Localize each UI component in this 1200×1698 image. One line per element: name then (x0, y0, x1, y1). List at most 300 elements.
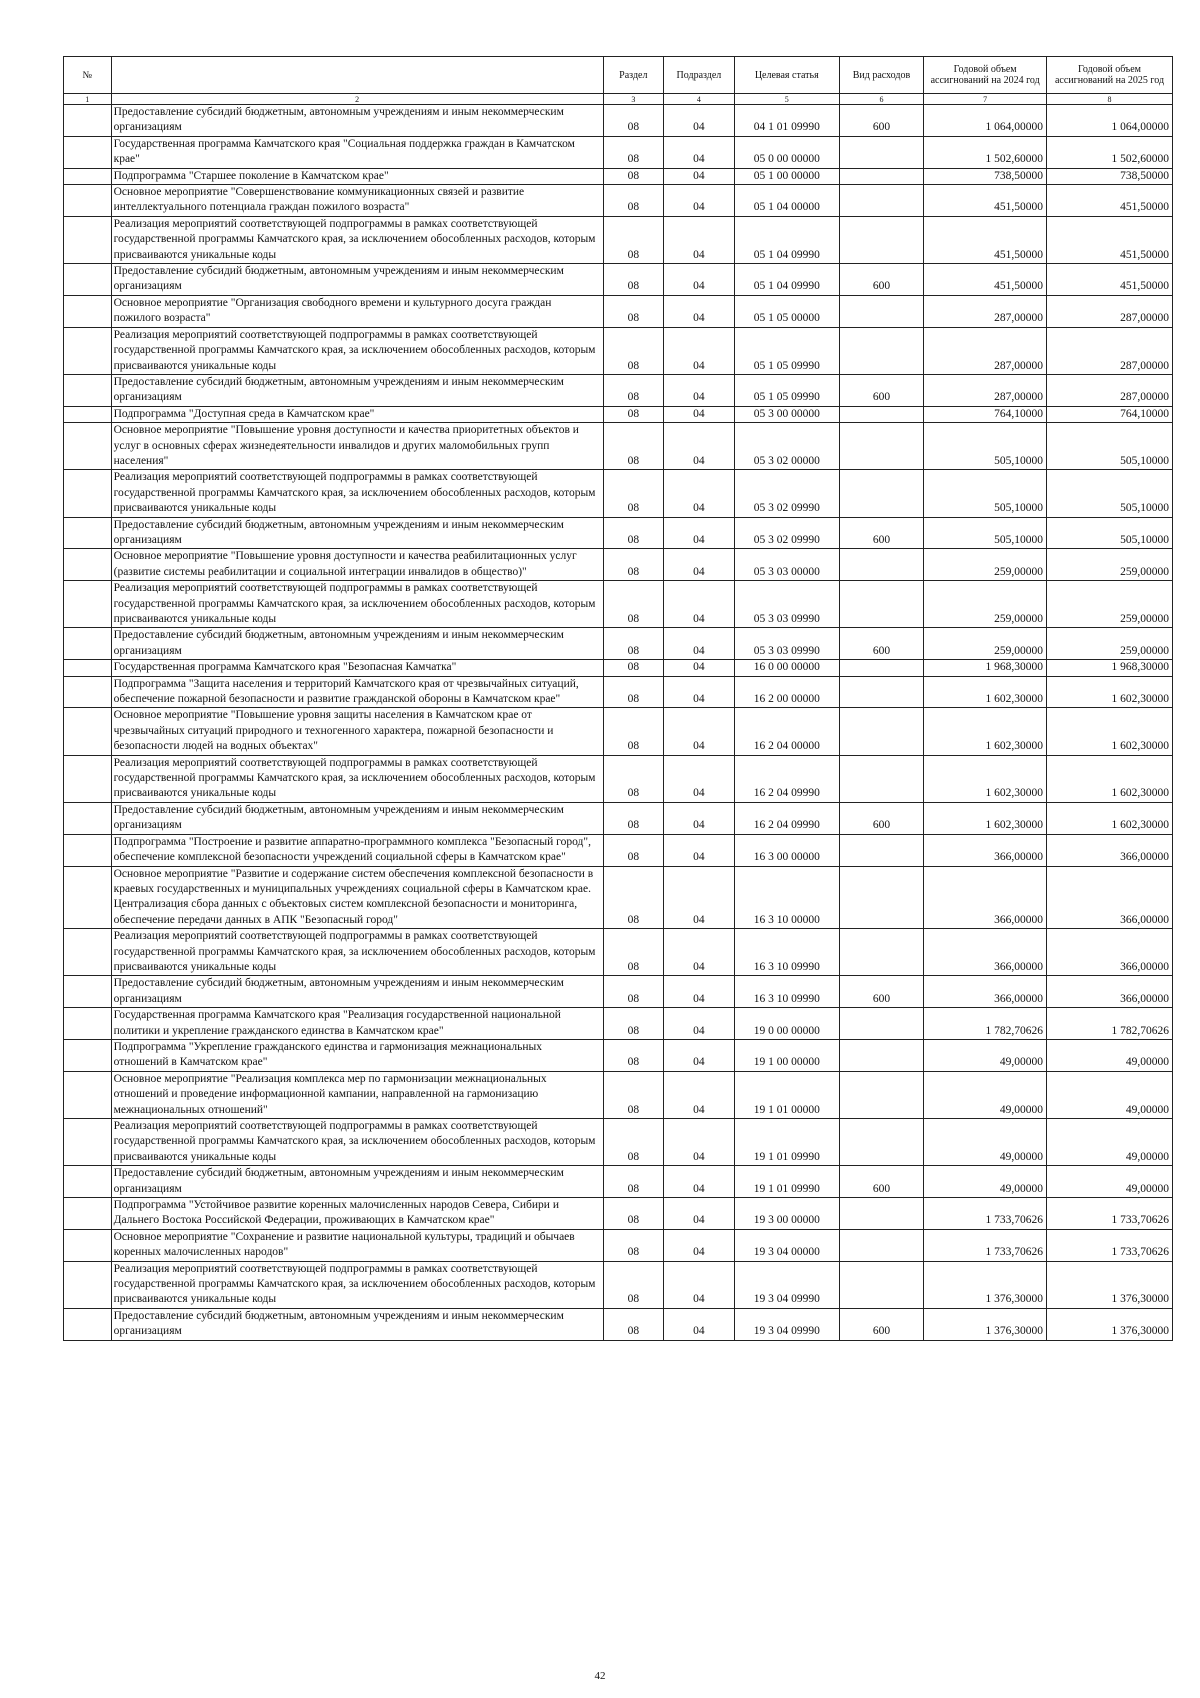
row-vid-cell: 600 (839, 105, 924, 137)
row-2025-cell: 287,00000 (1047, 374, 1173, 406)
row-number-cell (64, 549, 112, 581)
table-row (64, 976, 1173, 1008)
row-podrazdel-cell: 04 (663, 1008, 734, 1040)
row-2025-cell: 505,10000 (1047, 470, 1173, 517)
row-2024-cell: 1 968,30000 (924, 660, 1047, 676)
table-row (64, 676, 1173, 708)
row-razdel-cell: 08 (603, 549, 663, 581)
row-podrazdel-cell: 04 (663, 660, 734, 676)
row-2025-cell: 366,00000 (1047, 976, 1173, 1008)
row-number-cell (64, 834, 112, 866)
row-name-cell: Основное мероприятие "Повышение уровня защиты населения в Камчатском крае от чрезвычайных ситуаций природного и техногенного характера, пожарной безопасности и безопасности людей на водных объектах" (111, 708, 603, 755)
row-razdel-cell: 08 (603, 295, 663, 327)
row-name-cell: Основное мероприятие "Сохранение и развитие национальной культуры, традиций и обычаев коренных малочисленных народов" (111, 1229, 603, 1261)
row-target-cell: 05 3 00 00000 (734, 406, 839, 422)
header-2024: Годовой объем ассигнований на 2024 год (924, 57, 1047, 94)
row-number-cell (64, 660, 112, 676)
row-2025-cell: 1 602,30000 (1047, 755, 1173, 802)
row-2024-cell: 451,50000 (924, 185, 1047, 217)
row-vid-cell (839, 1229, 924, 1261)
row-number-cell (64, 264, 112, 296)
row-target-cell: 16 2 04 09990 (734, 802, 839, 834)
row-number-cell (64, 1039, 112, 1071)
row-razdel-cell: 08 (603, 1166, 663, 1198)
header-2025: Годовой объем ассигнований на 2025 год (1047, 57, 1173, 94)
row-podrazdel-cell: 04 (663, 264, 734, 296)
row-number-cell (64, 423, 112, 470)
table-row (64, 1071, 1173, 1118)
row-podrazdel-cell: 04 (663, 1119, 734, 1166)
table-row (64, 216, 1173, 263)
row-2025-cell: 1 733,70626 (1047, 1198, 1173, 1230)
row-number-cell (64, 628, 112, 660)
column-number: 8 (1047, 94, 1173, 105)
table-row (64, 660, 1173, 676)
row-2025-cell: 49,00000 (1047, 1039, 1173, 1071)
table-row (64, 834, 1173, 866)
table-row (64, 1008, 1173, 1040)
row-2025-cell: 451,50000 (1047, 264, 1173, 296)
row-2024-cell: 1 376,30000 (924, 1261, 1047, 1308)
row-2024-cell: 49,00000 (924, 1166, 1047, 1198)
row-2025-cell: 451,50000 (1047, 185, 1173, 217)
row-vid-cell (839, 755, 924, 802)
row-number-cell (64, 581, 112, 628)
row-2025-cell: 287,00000 (1047, 327, 1173, 374)
row-vid-cell: 600 (839, 1308, 924, 1340)
row-vid-cell (839, 185, 924, 217)
row-2024-cell: 1 376,30000 (924, 1308, 1047, 1340)
row-target-cell: 16 2 04 00000 (734, 708, 839, 755)
row-2024-cell: 451,50000 (924, 264, 1047, 296)
row-2024-cell: 1 733,70626 (924, 1229, 1047, 1261)
row-2025-cell: 738,50000 (1047, 168, 1173, 184)
row-2025-cell: 259,00000 (1047, 628, 1173, 660)
row-name-cell: Предоставление субсидий бюджетным, автономным учреждениям и иным некоммерческим организациям (111, 976, 603, 1008)
table-row (64, 1229, 1173, 1261)
row-number-cell (64, 1229, 112, 1261)
row-name-cell: Подпрограмма "Защита населения и территорий Камчатского края от чрезвычайных ситуаций, обеспечение пожарной безопасности и развитие гражданской обороны в Камчатском крае" (111, 676, 603, 708)
table-row (64, 628, 1173, 660)
table-row (64, 549, 1173, 581)
row-name-cell: Предоставление субсидий бюджетным, автономным учреждениям и иным некоммерческим организациям (111, 374, 603, 406)
row-target-cell: 05 3 02 09990 (734, 470, 839, 517)
row-2025-cell: 1 376,30000 (1047, 1308, 1173, 1340)
row-target-cell: 05 1 05 00000 (734, 295, 839, 327)
row-name-cell: Подпрограмма "Доступная среда в Камчатском крае" (111, 406, 603, 422)
row-name-cell: Подпрограмма "Устойчивое развитие коренных малочисленных народов Севера, Сибири и Дальнего Востока Российской Федерации, проживающих в Камчатском крае" (111, 1198, 603, 1230)
table-row (64, 295, 1173, 327)
row-vid-cell (839, 1008, 924, 1040)
budget-table-sheet (63, 56, 1173, 1341)
row-number-cell (64, 1071, 112, 1118)
row-2025-cell: 1 376,30000 (1047, 1261, 1173, 1308)
row-2024-cell: 1 602,30000 (924, 755, 1047, 802)
column-number: 5 (734, 94, 839, 105)
row-name-cell: Основное мероприятие "Развитие и содержание систем обеспечения комплексной безопасности в краевых государственных и муниципальных учреждениях социальной сферы в Камчатском крае. Централизация сбора данных с объектовых систем комплексной безопасности и мониторинга, обеспечение передачи данных в АПК "Безопасный город" (111, 866, 603, 929)
row-number-cell (64, 866, 112, 929)
row-2024-cell: 738,50000 (924, 168, 1047, 184)
row-vid-cell (839, 1198, 924, 1230)
row-target-cell: 05 3 02 09990 (734, 517, 839, 549)
row-2024-cell: 1 064,00000 (924, 105, 1047, 137)
row-razdel-cell: 08 (603, 264, 663, 296)
row-name-cell: Реализация мероприятий соответствующей подпрограммы в рамках соответствующей государственной программы Камчатского края, за исключением обособленных расходов, которым присваиваются уникальные коды (111, 470, 603, 517)
row-2025-cell: 259,00000 (1047, 549, 1173, 581)
row-number-cell (64, 168, 112, 184)
row-name-cell: Реализация мероприятий соответствующей подпрограммы в рамках соответствующей государственной программы Камчатского края, за исключением обособленных расходов, которым присваиваются уникальные коды (111, 1261, 603, 1308)
table-row (64, 105, 1173, 137)
row-2024-cell: 49,00000 (924, 1039, 1047, 1071)
row-2025-cell: 366,00000 (1047, 834, 1173, 866)
row-podrazdel-cell: 04 (663, 406, 734, 422)
row-podrazdel-cell: 04 (663, 185, 734, 217)
row-razdel-cell: 08 (603, 660, 663, 676)
row-vid-cell (839, 1071, 924, 1118)
row-vid-cell (839, 660, 924, 676)
row-2025-cell: 1 064,00000 (1047, 105, 1173, 137)
row-razdel-cell: 08 (603, 1119, 663, 1166)
row-razdel-cell: 08 (603, 755, 663, 802)
row-razdel-cell: 08 (603, 1308, 663, 1340)
row-target-cell: 05 3 03 09990 (734, 628, 839, 660)
row-number-cell (64, 1198, 112, 1230)
row-podrazdel-cell: 04 (663, 470, 734, 517)
row-number-cell (64, 185, 112, 217)
table-row (64, 929, 1173, 976)
row-vid-cell: 600 (839, 1166, 924, 1198)
row-target-cell: 16 3 10 09990 (734, 929, 839, 976)
row-razdel-cell: 08 (603, 866, 663, 929)
row-name-cell: Основное мероприятие "Совершенствование коммуникационных связей и развитие интеллектуального потенциала граждан пожилого возраста" (111, 185, 603, 217)
row-name-cell: Предоставление субсидий бюджетным, автономным учреждениям и иным некоммерческим организациям (111, 1166, 603, 1198)
row-vid-cell: 600 (839, 374, 924, 406)
header-vid: Вид расходов (839, 57, 924, 94)
row-razdel-cell: 08 (603, 1008, 663, 1040)
budget-table (63, 56, 1173, 1341)
table-row (64, 374, 1173, 406)
row-podrazdel-cell: 04 (663, 866, 734, 929)
row-razdel-cell: 08 (603, 105, 663, 137)
row-podrazdel-cell: 04 (663, 136, 734, 168)
row-podrazdel-cell: 04 (663, 168, 734, 184)
row-target-cell: 19 3 00 00000 (734, 1198, 839, 1230)
header-num: № (64, 57, 112, 94)
row-2024-cell: 1 602,30000 (924, 676, 1047, 708)
row-name-cell: Предоставление субсидий бюджетным, автономным учреждениям и иным некоммерческим организациям (111, 1308, 603, 1340)
row-name-cell: Основное мероприятие "Реализация комплекса мер по гармонизации межнациональных отношений и проведение информационной кампании, направленной на гармонизацию межнациональных отношений" (111, 1071, 603, 1118)
table-row (64, 581, 1173, 628)
row-razdel-cell: 08 (603, 517, 663, 549)
row-2024-cell: 1 733,70626 (924, 1198, 1047, 1230)
row-podrazdel-cell: 04 (663, 1229, 734, 1261)
column-number: 7 (924, 94, 1047, 105)
row-2025-cell: 366,00000 (1047, 929, 1173, 976)
table-row (64, 517, 1173, 549)
table-row (64, 1039, 1173, 1071)
row-vid-cell: 600 (839, 802, 924, 834)
row-razdel-cell: 08 (603, 1261, 663, 1308)
header-row (64, 57, 1173, 94)
row-vid-cell (839, 295, 924, 327)
row-razdel-cell: 08 (603, 168, 663, 184)
row-2024-cell: 1 602,30000 (924, 802, 1047, 834)
row-number-cell (64, 1261, 112, 1308)
row-vid-cell (839, 549, 924, 581)
row-vid-cell (839, 1119, 924, 1166)
row-target-cell: 16 3 00 00000 (734, 834, 839, 866)
column-number: 3 (603, 94, 663, 105)
row-target-cell: 19 1 01 00000 (734, 1071, 839, 1118)
row-2024-cell: 287,00000 (924, 374, 1047, 406)
row-2024-cell: 259,00000 (924, 549, 1047, 581)
row-2024-cell: 505,10000 (924, 517, 1047, 549)
row-vid-cell (839, 676, 924, 708)
row-podrazdel-cell: 04 (663, 549, 734, 581)
row-target-cell: 19 3 04 09990 (734, 1261, 839, 1308)
row-name-cell: Предоставление субсидий бюджетным, автономным учреждениям и иным некоммерческим организациям (111, 105, 603, 137)
table-row (64, 470, 1173, 517)
header-target: Целевая статья (734, 57, 839, 94)
row-vid-cell (839, 1039, 924, 1071)
row-target-cell: 16 3 10 00000 (734, 866, 839, 929)
table-row (64, 1166, 1173, 1198)
row-podrazdel-cell: 04 (663, 1198, 734, 1230)
row-razdel-cell: 08 (603, 628, 663, 660)
row-target-cell: 19 1 01 09990 (734, 1119, 839, 1166)
row-target-cell: 05 1 04 09990 (734, 264, 839, 296)
row-name-cell: Основное мероприятие "Повышение уровня доступности и качества реабилитационных услуг (развитие системы реабилитации и социальной интеграции инвалидов в общество)" (111, 549, 603, 581)
row-razdel-cell: 08 (603, 136, 663, 168)
row-podrazdel-cell: 04 (663, 834, 734, 866)
table-row (64, 1198, 1173, 1230)
row-name-cell: Основное мероприятие "Организация свободного времени и культурного досуга граждан пожилого возраста" (111, 295, 603, 327)
table-row (64, 327, 1173, 374)
row-vid-cell: 600 (839, 628, 924, 660)
row-number-cell (64, 295, 112, 327)
row-razdel-cell: 08 (603, 929, 663, 976)
row-podrazdel-cell: 04 (663, 1308, 734, 1340)
row-name-cell: Предоставление субсидий бюджетным, автономным учреждениям и иным некоммерческим организациям (111, 802, 603, 834)
row-number-cell (64, 1008, 112, 1040)
row-name-cell: Государственная программа Камчатского края "Социальная поддержка граждан в Камчатском крае" (111, 136, 603, 168)
row-vid-cell (839, 168, 924, 184)
row-2024-cell: 764,10000 (924, 406, 1047, 422)
row-podrazdel-cell: 04 (663, 517, 734, 549)
row-2025-cell: 1 733,70626 (1047, 1229, 1173, 1261)
row-number-cell (64, 1308, 112, 1340)
row-podrazdel-cell: 04 (663, 1261, 734, 1308)
row-name-cell: Подпрограмма "Построение и развитие аппаратно-программного комплекса "Безопасный город", обеспечение комплексной безопасности учреждений социальной сферы в Камчатском крае" (111, 834, 603, 866)
row-number-cell (64, 1119, 112, 1166)
table-row (64, 168, 1173, 184)
row-2025-cell: 451,50000 (1047, 216, 1173, 263)
row-2024-cell: 287,00000 (924, 327, 1047, 374)
row-2024-cell: 259,00000 (924, 628, 1047, 660)
table-row (64, 708, 1173, 755)
row-name-cell: Предоставление субсидий бюджетным, автономным учреждениям и иным некоммерческим организациям (111, 517, 603, 549)
table-row (64, 423, 1173, 470)
row-podrazdel-cell: 04 (663, 105, 734, 137)
row-vid-cell (839, 470, 924, 517)
row-2025-cell: 505,10000 (1047, 423, 1173, 470)
row-2024-cell: 366,00000 (924, 976, 1047, 1008)
column-number: 4 (663, 94, 734, 105)
table-row (64, 866, 1173, 929)
row-2024-cell: 505,10000 (924, 470, 1047, 517)
row-2025-cell: 1 968,30000 (1047, 660, 1173, 676)
row-name-cell: Предоставление субсидий бюджетным, автономным учреждениям и иным некоммерческим организациям (111, 628, 603, 660)
row-razdel-cell: 08 (603, 1071, 663, 1118)
row-vid-cell (839, 423, 924, 470)
row-podrazdel-cell: 04 (663, 423, 734, 470)
row-podrazdel-cell: 04 (663, 327, 734, 374)
row-podrazdel-cell: 04 (663, 216, 734, 263)
row-2024-cell: 1 602,30000 (924, 708, 1047, 755)
row-2025-cell: 49,00000 (1047, 1166, 1173, 1198)
table-body (64, 105, 1173, 1341)
row-target-cell: 04 1 01 09990 (734, 105, 839, 137)
row-2025-cell: 366,00000 (1047, 866, 1173, 929)
row-2025-cell: 1 602,30000 (1047, 802, 1173, 834)
row-razdel-cell: 08 (603, 802, 663, 834)
row-target-cell: 16 2 00 00000 (734, 676, 839, 708)
row-razdel-cell: 08 (603, 581, 663, 628)
row-number-cell (64, 976, 112, 1008)
row-2025-cell: 505,10000 (1047, 517, 1173, 549)
row-vid-cell (839, 327, 924, 374)
row-podrazdel-cell: 04 (663, 581, 734, 628)
column-number: 1 (64, 94, 112, 105)
row-2024-cell: 1 502,60000 (924, 136, 1047, 168)
row-razdel-cell: 08 (603, 374, 663, 406)
row-target-cell: 19 3 04 09990 (734, 1308, 839, 1340)
row-podrazdel-cell: 04 (663, 676, 734, 708)
row-2025-cell: 1 502,60000 (1047, 136, 1173, 168)
row-target-cell: 05 1 00 00000 (734, 168, 839, 184)
row-target-cell: 05 1 04 09990 (734, 216, 839, 263)
row-2025-cell: 1 782,70626 (1047, 1008, 1173, 1040)
row-target-cell: 16 2 04 09990 (734, 755, 839, 802)
row-razdel-cell: 08 (603, 406, 663, 422)
row-2024-cell: 259,00000 (924, 581, 1047, 628)
row-2025-cell: 49,00000 (1047, 1071, 1173, 1118)
row-2024-cell: 1 782,70626 (924, 1008, 1047, 1040)
row-podrazdel-cell: 04 (663, 708, 734, 755)
row-name-cell: Государственная программа Камчатского края "Безопасная Камчатка" (111, 660, 603, 676)
page-number: 42 (594, 1670, 606, 1682)
row-podrazdel-cell: 04 (663, 295, 734, 327)
row-razdel-cell: 08 (603, 185, 663, 217)
column-number: 2 (111, 94, 603, 105)
table-row (64, 755, 1173, 802)
row-target-cell: 05 1 04 00000 (734, 185, 839, 217)
row-target-cell: 19 3 04 00000 (734, 1229, 839, 1261)
row-2025-cell: 259,00000 (1047, 581, 1173, 628)
row-number-cell (64, 136, 112, 168)
row-vid-cell: 600 (839, 517, 924, 549)
row-podrazdel-cell: 04 (663, 802, 734, 834)
row-podrazdel-cell: 04 (663, 374, 734, 406)
header-podrazdel: Подраздел (663, 57, 734, 94)
row-target-cell: 05 1 05 09990 (734, 374, 839, 406)
row-vid-cell (839, 708, 924, 755)
row-razdel-cell: 08 (603, 834, 663, 866)
row-podrazdel-cell: 04 (663, 976, 734, 1008)
row-number-cell (64, 406, 112, 422)
row-2024-cell: 366,00000 (924, 834, 1047, 866)
row-name-cell: Реализация мероприятий соответствующей подпрограммы в рамках соответствующей государственной программы Камчатского края, за исключением обособленных расходов, которым присваиваются уникальные коды (111, 327, 603, 374)
row-name-cell: Реализация мероприятий соответствующей подпрограммы в рамках соответствующей государственной программы Камчатского края, за исключением обособленных расходов, которым присваиваются уникальные коды (111, 929, 603, 976)
row-number-cell (64, 517, 112, 549)
row-vid-cell: 600 (839, 264, 924, 296)
row-vid-cell (839, 866, 924, 929)
row-2025-cell: 764,10000 (1047, 406, 1173, 422)
row-podrazdel-cell: 04 (663, 929, 734, 976)
row-razdel-cell: 08 (603, 1039, 663, 1071)
row-2024-cell: 49,00000 (924, 1071, 1047, 1118)
row-target-cell: 16 3 10 09990 (734, 976, 839, 1008)
row-name-cell: Подпрограмма "Старшее поколение в Камчатском крае" (111, 168, 603, 184)
row-podrazdel-cell: 04 (663, 628, 734, 660)
row-podrazdel-cell: 04 (663, 1039, 734, 1071)
row-2024-cell: 287,00000 (924, 295, 1047, 327)
row-2024-cell: 451,50000 (924, 216, 1047, 263)
row-vid-cell (839, 581, 924, 628)
table-row (64, 1119, 1173, 1166)
row-name-cell: Реализация мероприятий соответствующей подпрограммы в рамках соответствующей государственной программы Камчатского края, за исключением обособленных расходов, которым присваиваются уникальные коды (111, 1119, 603, 1166)
column-number-row (64, 94, 1173, 105)
row-number-cell (64, 802, 112, 834)
row-vid-cell: 600 (839, 976, 924, 1008)
row-name-cell: Предоставление субсидий бюджетным, автономным учреждениям и иным некоммерческим организациям (111, 264, 603, 296)
header-name (111, 57, 603, 94)
row-name-cell: Основное мероприятие "Повышение уровня доступности и качества приоритетных объектов и услуг в основных сферах жизнедеятельности инвалидов и других маломобильных групп населения" (111, 423, 603, 470)
row-vid-cell (839, 136, 924, 168)
row-razdel-cell: 08 (603, 470, 663, 517)
row-target-cell: 05 3 03 00000 (734, 549, 839, 581)
row-podrazdel-cell: 04 (663, 755, 734, 802)
row-number-cell (64, 755, 112, 802)
row-vid-cell (839, 1261, 924, 1308)
table-row (64, 185, 1173, 217)
row-number-cell (64, 327, 112, 374)
row-podrazdel-cell: 04 (663, 1166, 734, 1198)
row-2024-cell: 366,00000 (924, 929, 1047, 976)
row-target-cell: 19 1 00 00000 (734, 1039, 839, 1071)
row-target-cell: 16 0 00 00000 (734, 660, 839, 676)
row-vid-cell (839, 834, 924, 866)
row-target-cell: 05 3 03 09990 (734, 581, 839, 628)
row-vid-cell (839, 929, 924, 976)
row-target-cell: 05 1 05 09990 (734, 327, 839, 374)
row-number-cell (64, 374, 112, 406)
column-number: 6 (839, 94, 924, 105)
row-podrazdel-cell: 04 (663, 1071, 734, 1118)
table-row (64, 264, 1173, 296)
row-name-cell: Реализация мероприятий соответствующей подпрограммы в рамках соответствующей государственной программы Камчатского края, за исключением обособленных расходов, которым присваиваются уникальные коды (111, 755, 603, 802)
table-row (64, 1308, 1173, 1340)
row-target-cell: 19 1 01 09990 (734, 1166, 839, 1198)
row-name-cell: Реализация мероприятий соответствующей подпрограммы в рамках соответствующей государственной программы Камчатского края, за исключением обособленных расходов, которым присваиваются уникальные коды (111, 216, 603, 263)
row-2025-cell: 1 602,30000 (1047, 708, 1173, 755)
row-target-cell: 05 3 02 00000 (734, 423, 839, 470)
row-razdel-cell: 08 (603, 327, 663, 374)
row-number-cell (64, 1166, 112, 1198)
row-2024-cell: 49,00000 (924, 1119, 1047, 1166)
row-2024-cell: 505,10000 (924, 423, 1047, 470)
row-name-cell: Реализация мероприятий соответствующей подпрограммы в рамках соответствующей государственной программы Камчатского края, за исключением обособленных расходов, которым присваиваются уникальные коды (111, 581, 603, 628)
